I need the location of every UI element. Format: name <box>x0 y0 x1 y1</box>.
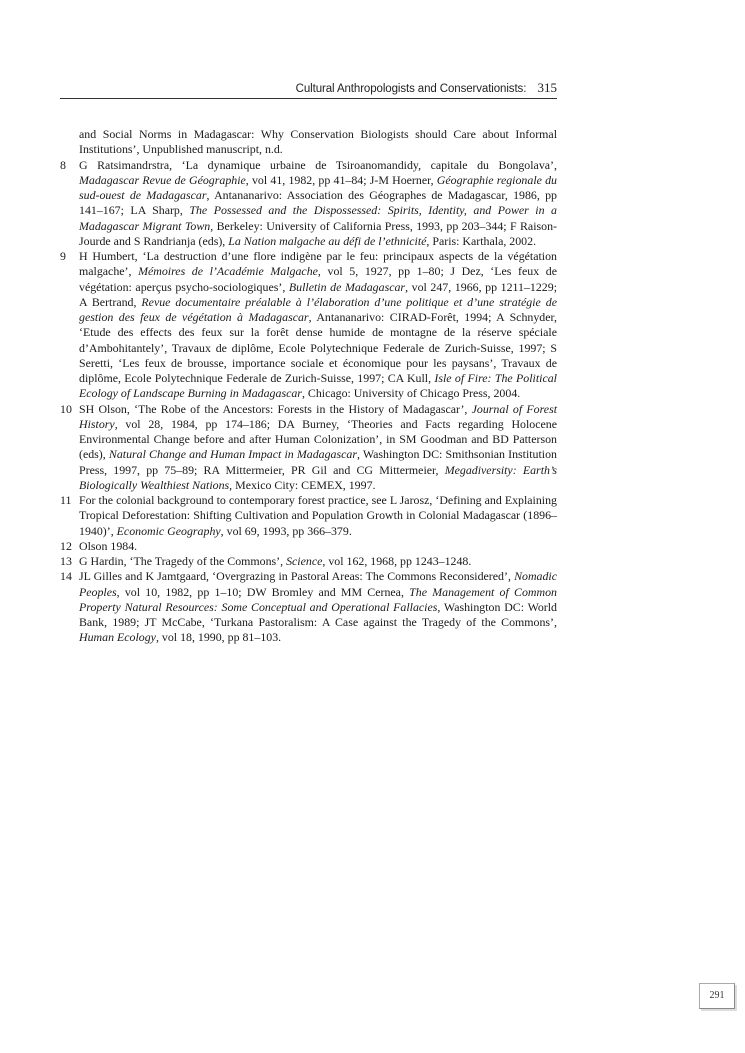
endnote-title-italic: Nomadic Peoples <box>79 569 557 599</box>
endnote-number: 8 <box>60 157 66 172</box>
endnote-text-run: , Washington DC: World Bank, 1989; JT McCabe, ‘Turkana Pastoralism: A Case against the Tragedy of the Commons’, <box>79 599 557 629</box>
endnote-title-italic: Megadiversity: Earth’s Biologically Wealthiest Nations <box>79 462 557 492</box>
endnote-continuation <box>60 127 557 158</box>
endnote-number: 10 <box>60 401 72 416</box>
endnote-title-italic: Journal of Forest History <box>79 401 557 431</box>
endnote-text-run: , vol 10, 1982, pp 1–10; DW Bromley and MM Cernea, <box>116 584 410 599</box>
running-header <box>60 78 557 99</box>
endnote-text-run: JL Gilles and K Jamtgaard, ‘Overgrazing in Pastoral Areas: The Commons Reconsidered’, <box>79 569 515 584</box>
endnote-title-italic: Bulletin de Madagascar <box>288 279 406 294</box>
endnote-text-run: , Antananarivo: Association des Géographes de Madagascar, 1986, pp 141–167; LA Sharp, <box>79 188 558 218</box>
endnote-text <box>79 249 557 400</box>
endnote-text-run: , vol 69, 1993, pp 366–379. <box>220 523 352 538</box>
endnote-text <box>79 402 557 492</box>
endnote-text <box>79 539 137 553</box>
endnote-item <box>60 249 557 402</box>
endnote-item <box>60 539 557 554</box>
endnote-title-italic: Natural Change and Human Impact in Madagascar <box>108 447 357 462</box>
endnote-text <box>79 554 471 568</box>
endnote-text <box>79 569 557 644</box>
endnote-text-run: and Social Norms in Madagascar: Why Conservation Biologists should Care about Informal Institutions’, Unpublished manuscript, n.d. <box>79 127 557 157</box>
endnote-item <box>60 493 557 539</box>
endnote-text <box>79 493 557 538</box>
endnote-title-italic: Economic Geography <box>116 523 221 538</box>
endnote-text-run: , vol 162, 1968, pp 1243–1248. <box>322 554 472 568</box>
endnote-number: 9 <box>60 249 66 263</box>
endnote-title-italic: The Possessed and the Dispossessed: Spirits, Identity, and Power in a Madagascar Migrant Town <box>79 203 557 233</box>
endnotes-list <box>60 127 557 646</box>
endnote-number: 14 <box>60 569 72 584</box>
endnote-text-run: Olson 1984. <box>79 538 138 553</box>
endnote-number: 12 <box>60 538 72 553</box>
endnote-number: 11 <box>60 493 72 507</box>
endnote-title-italic: Revue documentaire préalable à l’élaboration d’une politique et d’une stratégie de gestion des feux de végétation à Madagascar <box>79 294 557 324</box>
endnote-text-run: , Berkeley: University of California Press, 1993, pp 203–344; F Raison-Jourde and S Randrianja (eds), <box>79 218 557 248</box>
endnote-text-run: , vol 5, 1927, pp 1–80; J Dez, ‘Les feux de végétation: aperçus psycho-sociologiques’, <box>79 264 557 294</box>
endnote-title-italic: Madagascar Revue de Géographie <box>79 172 246 187</box>
endnote-item <box>60 569 557 645</box>
endnote-text-run: , vol 28, 1984, pp 174–186; DA Burney, ‘Theories and Facts regarding Holocene Environmental Change before and after Human Colonization’, in SM Goodman and BD Patterson (eds), <box>79 416 557 462</box>
running-head-title: Cultural Anthropologists and Conservationists: <box>295 83 527 95</box>
endnote-title-italic: Isle of Fire: The Political Ecology of Landscape Burning in Madagascar <box>79 371 557 401</box>
endnote-text-run: , vol 18, 1990, pp 81–103. <box>155 630 282 645</box>
folio-page-number: 291 <box>699 983 735 1009</box>
endnote-text <box>79 158 557 248</box>
endnote-title-italic: Géographie regionale du sud-ouest de Madagascar <box>79 172 557 202</box>
endnote-title-italic: La Nation malgache au défi de l’ethnicité <box>228 233 427 248</box>
endnote-item <box>60 554 557 569</box>
endnote-number: 13 <box>60 554 72 568</box>
endnote-item <box>60 158 557 250</box>
endnote-text-run: , vol 247, 1966, pp 1211–1229; A Bertrand, <box>79 279 558 309</box>
endnote-title-italic: Science <box>286 554 323 568</box>
endnote-text-run: , Paris: Karthala, 2002. <box>426 233 537 248</box>
endnote-title-italic: Human Ecology <box>79 630 156 645</box>
running-head-page-number: 315 <box>537 80 557 95</box>
endnote-text-run: , Chicago: University of Chicago Press, 2004. <box>301 386 521 401</box>
endnote-title-italic: The Management of Common Property Natural Resources: Some Conceptual and Operational Fallacies <box>79 584 557 614</box>
endnote-item <box>60 402 557 494</box>
endnote-title-italic: Mémoires de l’Académie Malgache <box>138 264 318 279</box>
endnote-text-run: H Humbert, ‘La destruction d’une flore indigène par le feu: principaux aspects de la végétation malgache’, <box>79 249 557 279</box>
endnote-text-run: , vol 41, 1982, pp 41–84; J-M Hoerner, <box>245 172 437 187</box>
endnote-text-run: SH Olson, ‘The Robe of the Ancestors: Forests in the History of Madagascar’, <box>79 401 472 416</box>
endnote-text <box>79 127 557 156</box>
endnote-text-run: For the colonial background to contemporary forest practice, see L Jarosz, ‘Defining and Explaining Tropical Deforestation: Shifting Cultivation and Population Growth in Colonial Madagascar (1896–1940)’, <box>79 493 557 538</box>
endnote-text-run: , Washington DC: Smithsonian Institution Press, 1997, pp 75–89; RA Mittermeier, PR Gil and CG Mittermeier, <box>79 447 557 477</box>
endnote-text-run: , Antananarivo: CIRAD-Forêt, 1994; A Schnyder, ‘Etude des effects des feux sur la forêt dense humide de montagne de la réserve spéciale d’Ambohitantely’, Travaux de diplôme, Ecole Polytechnique Federale de Zurich-Suisse, 1997; S Seretti, ‘Les feux de brousse, importance sociale et économique pour les paysans’, Travaux de diplôme, Ecole Polytechnique Federale de Zurich-Suisse, 1997; CA Kull, <box>79 310 557 385</box>
endnote-text-run: G Hardin, ‘The Tragedy of the Commons’, <box>79 554 287 568</box>
endnote-text-run: G Ratsimandrstra, ‘La dynamique urbaine de Tsiroanomandidy, capitale du Bongolava’, <box>79 157 557 172</box>
running-head <box>296 80 557 96</box>
endnote-text-run: , Mexico City: CEMEX, 1997. <box>229 477 376 492</box>
